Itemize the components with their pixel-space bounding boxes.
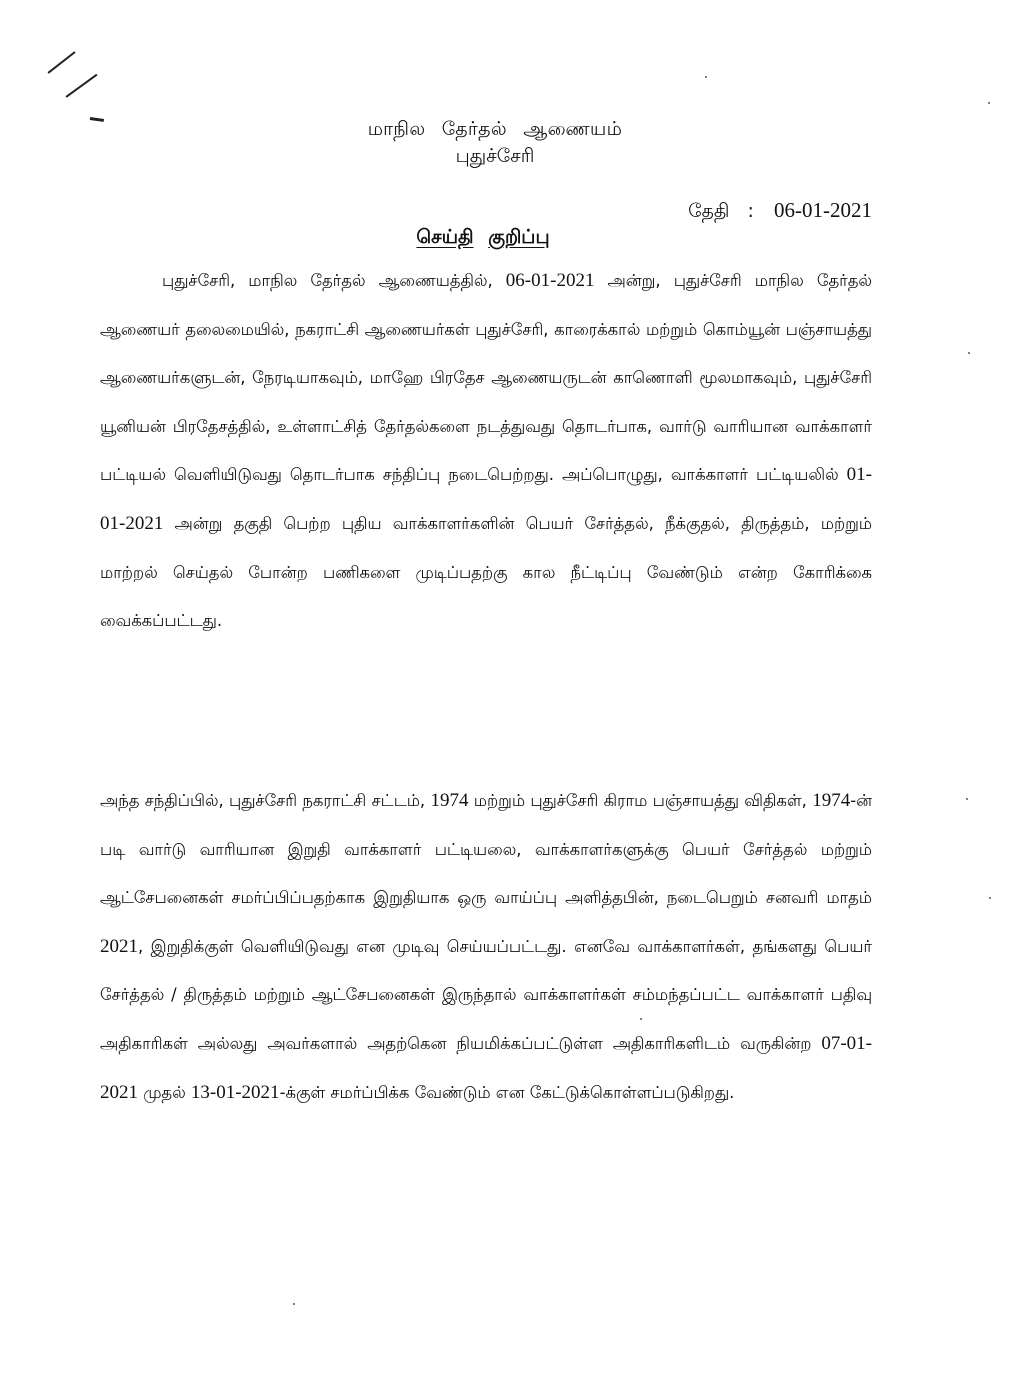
scan-speck [989, 897, 991, 899]
title-word: தேர்தல் [441, 118, 507, 140]
scan-speck [968, 352, 970, 354]
title-word: ஆணையம் [523, 118, 623, 140]
paragraph-number: 13-01-2021 [190, 1081, 280, 1103]
paragraph-text: -ன் படி வார்டு வாரியான இறுதி வாக்காளர் பட்டியலை, வாக்காளர்களுக்கு பெயர் சேர்த்தல் மற்றும் ஆட்சேபனைகள் சமர்ப்பிப்பதற்காக இறுதியாக ஒரு வாய்ப்பு அளித்தபின், நடைபெறும் சனவரி மாதம் [100, 791, 872, 908]
date-label: தேதி [688, 200, 730, 222]
paragraph-number: 1974 [430, 790, 469, 811]
date-line [688, 198, 872, 225]
paragraph-number: 2021 [100, 935, 138, 957]
heading-word: குறிப்பு [488, 226, 550, 248]
paragraph-text: புதுச்சேரி, மாநில தேர்தல் ஆணையத்தில், [162, 271, 506, 290]
commission-location: புதுச்சேரி [455, 145, 535, 167]
date-separator: : [747, 200, 754, 222]
paragraph-number: 01-01-2021 [100, 464, 872, 534]
paragraph-number: 07-01-2021 [100, 1032, 872, 1103]
paragraph-1 [100, 257, 872, 646]
paragraph-text: -க்குள் சமர்ப்பிக்க வேண்டும் என கேட்டுக்கொள்ளப்படுகிறது. [279, 1082, 735, 1102]
paragraph-text: மற்றும் புதுச்சேரி கிராம பஞ்சாயத்து விதிகள், [468, 791, 813, 810]
pen-stroke-mark [66, 74, 98, 98]
paragraph-number: 06-01-2021 [505, 270, 595, 291]
date-value: 06-01-2021 [774, 198, 872, 222]
paragraph-2 [100, 777, 872, 1117]
paragraph-text: , இறுதிக்குள் வெளியிடுவது என முடிவு செய்யப்பட்டது. எனவே வாக்காளர்கள், தங்களது பெயர் சேர்த்தல் / திருத்தம் மற்றும் ஆட்சேபனைகள் இருந்தால் வாக்காளர்கள் சம்மந்தப்பட்ட வாக்காளர் பதிவு அதிகாரிகள் அல்லது அவர்களால் அதற்கென நியமிக்கப்பட்டுள்ள அதிகாரிகளிடம் வருகின்ற [100, 936, 872, 1053]
heading-word: செய்தி [416, 226, 474, 248]
scan-speck [705, 76, 707, 78]
pen-stroke-mark [48, 51, 76, 73]
paragraph-text: முதல் [138, 1082, 191, 1102]
paragraph-text: அன்று, புதுச்சேரி மாநில தேர்தல் ஆணையர் தலைமையில், நகராட்சி ஆணையர்கள் புதுச்சேரி, காரைக்கால் மற்றும் கொம்யூன் பஞ்சாயத்து ஆணையர்களுடன், நேரடியாகவும், மாஹே பிரதேச ஆணையருடன் காணொளி மூலமாகவும், புதுச்சேரி யூனியன் பிரதேசத்தில், உள்ளாட்சித் தேர்தல்களை நடத்துவது தொடர்பாக, வார்டு வாரியான வாக்காளர் பட்டியல் வெளியிடுவது தொடர்பாக சந்திப்பு நடைபெற்றது. அப்பொழுது, வாக்காளர் பட்டியலில் [100, 271, 872, 485]
paragraph-text: அந்த சந்திப்பில், புதுச்சேரி நகராட்சி சட்டம், [100, 791, 431, 810]
paragraph-text: அன்று தகுதி பெற்ற புதிய வாக்காளர்களின் பெயர் சேர்த்தல், நீக்குதல், திருத்தம், மற்றும் மாற்றல் செய்தல் போன்ற பணிகளை முடிப்பதற்கு கால நீட்டிப்பு வேண்டும் என்ற கோரிக்கை வைக்கப்பட்டது. [100, 513, 872, 631]
paragraph-number: 1974 [812, 790, 851, 811]
scan-speck [988, 102, 990, 104]
scan-speck [293, 1303, 295, 1305]
scan-speck [966, 798, 968, 800]
press-release-heading [0, 226, 966, 251]
commission-title [0, 118, 990, 143]
title-word: மாநில [367, 118, 426, 140]
